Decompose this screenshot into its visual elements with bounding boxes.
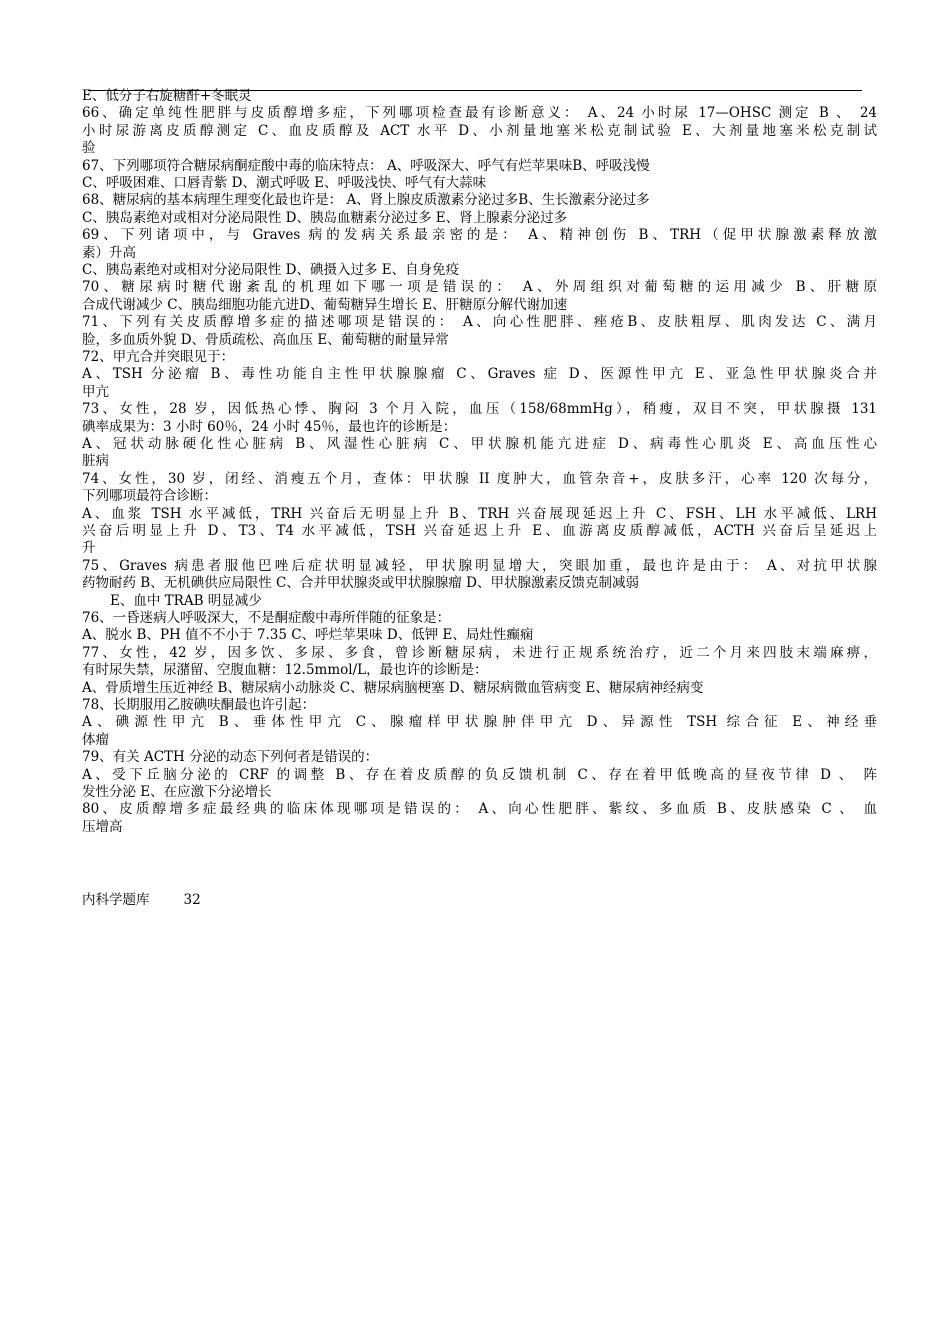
text-line: A、受下丘脑分泌的 CRF 的调整 B、存在着皮质醇的负反馈机制 C、存在着甲低晚高的昼夜节律 D 、 阵 — [82, 766, 877, 783]
text-line: C、胰岛素绝对或相对分泌局限性 D、胰岛血糖素分泌过多 E、肾上腺素分泌过多 — [82, 209, 568, 226]
text-line: 药物耐药 B、无机碘供应局限性 C、合并甲状腺炎或甲状腺腺瘤 D、甲状腺激素反馈克制减弱 — [82, 575, 639, 592]
text-line: 素）升高 — [82, 244, 136, 261]
text-line: C、胰岛素绝对或相对分泌局限性 D、碘摄入过多 E、自身免疫 — [82, 262, 460, 279]
text-line: 升 — [82, 540, 96, 557]
text-line: 74、女性，30 岁，闭经、消瘦五个月，查体：甲状腺 II 度肿大，血管杂音+，皮肤多汗，心率 120 次每分， — [82, 470, 877, 487]
text-line: 甲亢 — [82, 383, 109, 400]
text-line: 合成代谢减少 C、胰岛细胞功能亢进D、葡萄糖异生增长 E、肝糖原分解代谢加速 — [82, 296, 568, 313]
text-line: 78、长期服用乙胺碘呋酮最也许引起： — [82, 697, 316, 714]
question-text-body — [82, 88, 877, 836]
text-line: 68、糖尿病的基本病理生理变化最也许是： A、肾上腺皮质激素分泌过多B、生长激素分泌过多 — [82, 192, 650, 209]
text-line: A、血浆 TSH 水平减低，TRH 兴奋后无明显上升 B、TRH 兴奋展现延迟上升 C、FSH、LH 水平减低、LRH — [82, 505, 877, 522]
text-line: 73、女性，28 岁，因低热心悸、胸闷 3 个月入院，血压（158/68mmHg），稍瘦，双目不突，甲状腺摄 131 — [82, 401, 877, 418]
text-line: 小时尿游离皮质醇测定 C、血皮质醇及 ACT 水平 D、小剂量地塞米松克制试验 E、大剂量地塞米松克制试 — [82, 122, 877, 139]
text-line: 69、下列诸项中，与 Graves 病的发病关系最亲密的是： A、精神创伤 B、TRH（促甲状腺激素释放激 — [82, 227, 877, 244]
text-line: 兴奋后明显上升 D、T3、T4 水平减低，TSH 兴奋延迟上升 E、血游离皮质醇减低，ACTH 兴奋后呈延迟上 — [82, 523, 877, 539]
text-line: A、TSH 分泌瘤 B、毒性功能自主性甲状腺腺瘤 C、Graves 症 D、医源性甲亢 E、亚急性甲状腺炎合并 — [82, 366, 877, 383]
text-line: 67、下列哪项符合糖尿病酮症酸中毒的临床特点： A、呼吸深大、呼气有烂苹果味B、呼吸浅慢 — [82, 157, 650, 174]
text-line: 发性分泌 E、在应激下分泌增长 — [82, 784, 272, 801]
text-line: 体瘤 — [82, 731, 109, 748]
page-number: 32 — [183, 892, 201, 908]
text-line: 碘率成果为：3 小时 60％，24 小时 45％，最也许的诊断是： — [82, 418, 457, 435]
text-line: A、冠状动脉硬化性心脏病 B、风湿性心脏病 C、甲状腺机能亢进症 D、病毒性心肌炎 E、高血压性心 — [82, 436, 877, 453]
text-line: 有时尿失禁，尿潴留、空腹血糖：12.5mmol/L，最也许的诊断是： — [82, 662, 488, 679]
text-line: 脸，多血质外貌 D、骨质疏松、高血压 E、葡萄糖的耐量异常 — [82, 331, 449, 348]
text-line: E、低分子右旋糖酐+冬眠灵 — [82, 88, 252, 104]
footer-title: 内科学题库 — [82, 892, 150, 908]
text-line: 下列哪项最符合诊断： — [82, 488, 217, 505]
text-line: 压增高 — [82, 818, 123, 835]
text-line: 72、甲亢合并突眼见于： — [82, 349, 235, 366]
text-line: A、碘源性甲亢 B、垂体性甲亢 C、腺瘤样甲状腺肿伴甲亢 D、异源性 TSH 综合征 E、神经垂 — [82, 714, 877, 731]
page-footer — [82, 892, 201, 909]
text-line: A、骨质增生压近神经 B、糖尿病小动脉炎 C、糖尿病脑梗塞 D、糖尿病微血管病变 E、糖尿病神经病变 — [82, 679, 704, 696]
text-line: 验 — [82, 140, 96, 157]
text-line: A、脱水 B、PH 值不不小于 7.35 C、呼烂苹果味 D、低钾 E、局灶性癫痫 — [82, 627, 534, 644]
text-line: 66、确定单纯性肥胖与皮质醇增多症，下列哪项检查最有诊断意义： A、24 小时尿 17—OHSC 测定 B 、 24 — [82, 105, 877, 122]
text-line: 脏病 — [82, 453, 109, 470]
text-line: 77、女性，42 岁，因多饮、多尿、多食，曾诊断糖尿病，未进行正规系统治疗，近二个月来四肢末端麻痹， — [82, 644, 877, 661]
text-line: 80、皮质醇增多症最经典的临床体现哪项是错误的： A、向心性肥胖、紫纹、多血质 B、皮肤感染 C 、 血 — [82, 801, 877, 818]
text-line: E、血中 TRAB 明显减少 — [110, 592, 262, 609]
text-line: 76、一昏迷病人呼吸深大，不是酮症酸中毒所伴随的征象是： — [82, 610, 451, 626]
text-line: C、呼吸困难、口唇青紫 D、潮式呼吸 E、呼吸浅快、呼气有大蒜味 — [82, 175, 487, 191]
text-line: 70、糖尿病时糖代谢紊乱的机理如下哪一项是错误的： A、外周组织对葡萄糖的运用减少 B、肝糖原 — [82, 279, 877, 296]
text-line: 79、有关 ACTH 分泌的动态下列何者是错误的： — [82, 749, 379, 766]
text-line: 71、下列有关皮质醇增多症的描述哪项是错误的： A、向心性肥胖、痤疮B、皮肤粗厚、肌肉发达 C、满月 — [82, 314, 877, 331]
text-line: 75、Graves 病患者服他巴唑后症状明显减轻，甲状腺明显增大，突眼加重，最也许是由于： A、对抗甲状腺 — [82, 557, 877, 574]
